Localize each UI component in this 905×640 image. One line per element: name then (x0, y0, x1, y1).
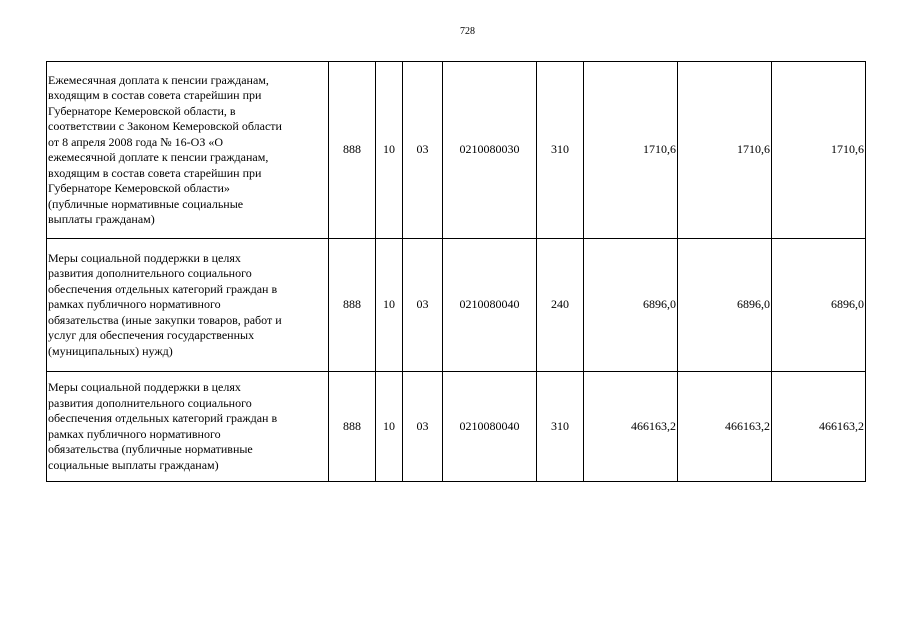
target-article-code: 0210080040 (443, 239, 537, 372)
subsection-code: 03 (403, 239, 443, 372)
amount-cell: 1710,6 (584, 62, 678, 239)
row-description: Ежемесячная доплата к пенсии гражданам, входящим в состав совета старейшин при Губернаторе Кемеровской области, в соответствии с Законом Кемеровской области от 8 апреля 2008 года № 16-ОЗ «О ежемесячной доплате к пенсии гражданам, входящим в состав совета старейшин при Губернаторе Кемеровской области» (публичные нормативные социальные выплаты гражданам) (47, 62, 329, 239)
budget-table (46, 61, 866, 482)
amount-cell: 6896,0 (584, 239, 678, 372)
amount-cell: 1710,6 (772, 62, 866, 239)
section-code: 10 (376, 62, 403, 239)
section-code: 10 (376, 372, 403, 482)
target-article-code: 0210080040 (443, 372, 537, 482)
expense-type-code: 240 (537, 239, 584, 372)
amount-cell: 466163,2 (772, 372, 866, 482)
expense-type-code: 310 (537, 372, 584, 482)
ministry-code: 888 (329, 239, 376, 372)
page-number: 728 (460, 26, 475, 37)
amount-cell: 6896,0 (772, 239, 866, 372)
ministry-code: 888 (329, 372, 376, 482)
amount-cell: 466163,2 (678, 372, 772, 482)
table-row (47, 62, 866, 239)
table-row (47, 239, 866, 372)
target-article-code: 0210080030 (443, 62, 537, 239)
amount-cell: 466163,2 (584, 372, 678, 482)
row-description: Меры социальной поддержки в целях развития дополнительного социального обеспечения отдельных категорий граждан в рамках публичного нормативного обязательства (публичные нормативные социальные выплаты гражданам) (47, 372, 329, 482)
amount-cell: 1710,6 (678, 62, 772, 239)
table-row (47, 372, 866, 482)
row-description: Меры социальной поддержки в целях развития дополнительного социального обеспечения отдельных категорий граждан в рамках публичного нормативного обязательства (иные закупки товаров, работ и услуг для обеспечения государственных (муниципальных) нужд) (47, 239, 329, 372)
amount-cell: 6896,0 (678, 239, 772, 372)
subsection-code: 03 (403, 372, 443, 482)
subsection-code: 03 (403, 62, 443, 239)
expense-type-code: 310 (537, 62, 584, 239)
ministry-code: 888 (329, 62, 376, 239)
section-code: 10 (376, 239, 403, 372)
